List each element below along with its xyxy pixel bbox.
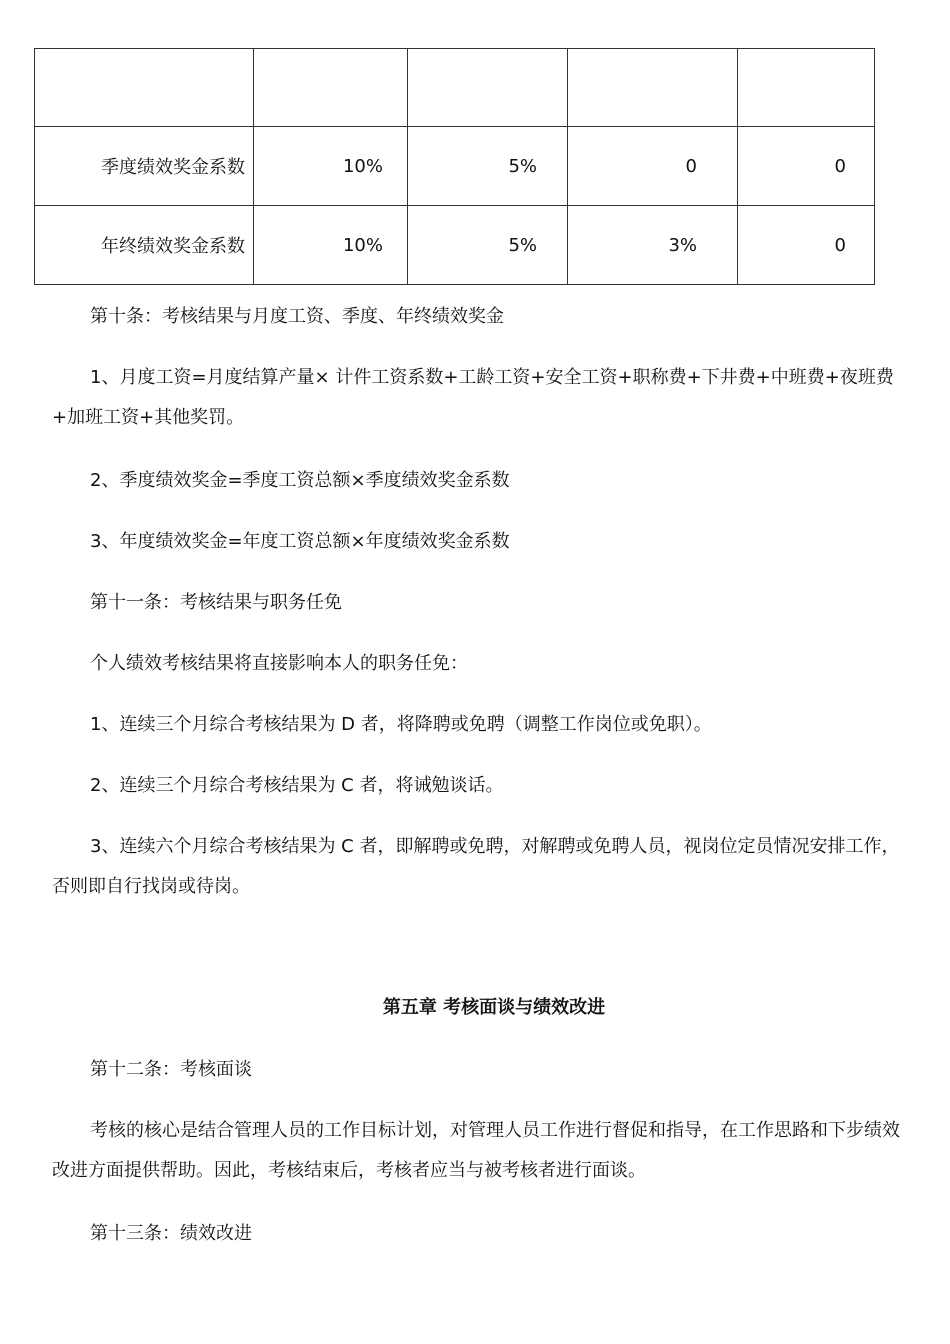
coefficient-table — [34, 48, 875, 285]
table-cell: 0 — [568, 127, 738, 206]
paragraph-interview: 考核的核心是结合管理人员的工作目标计划，对管理人员工作进行督促和指导，在工作思路和下步绩效改进方面提供帮助。因此，考核结束后，考核者应当与被考核者进行面谈。 — [52, 1120, 900, 1181]
row-label-annual: 年终绩效奖金系数 — [35, 206, 254, 285]
table-cell — [408, 49, 568, 127]
row-label-quarterly: 季度绩效奖金系数 — [35, 127, 254, 206]
table-cell: 10% — [254, 206, 408, 285]
table-cell — [738, 49, 875, 127]
table-row — [35, 127, 875, 206]
article-12-heading: 第十二条：考核面谈 — [90, 1059, 252, 1080]
table-cell: 0 — [738, 206, 875, 285]
article-10-heading: 第十条：考核结果与月度工资、季度、年终绩效奖金 — [90, 306, 504, 327]
paragraph-quarterly-bonus: 2、季度绩效奖金=季度工资总额×季度绩效奖金系数 — [90, 470, 510, 491]
table-row — [35, 49, 875, 127]
article-11-heading: 第十一条：考核结果与职务任免 — [90, 592, 342, 613]
chapter-heading: 第五章 考核面谈与绩效改进 — [382, 997, 606, 1018]
table-cell: 10% — [254, 127, 408, 206]
table-cell: 5% — [408, 206, 568, 285]
table-cell: 0 — [738, 127, 875, 206]
table-row — [35, 206, 875, 285]
table-cell — [568, 49, 738, 127]
paragraph-rule-d: 1、连续三个月综合考核结果为 D 者，将降聘或免聘（调整工作岗位或免职）。 — [90, 714, 712, 735]
paragraph-rule-c: 2、连续三个月综合考核结果为 C 者，将诫勉谈话。 — [90, 775, 504, 796]
table-cell: 5% — [408, 127, 568, 206]
paragraph-appointment-intro: 个人绩效考核结果将直接影响本人的职务任免： — [90, 653, 468, 674]
table-cell — [254, 49, 408, 127]
article-13-heading: 第十三条：绩效改进 — [90, 1223, 252, 1244]
table-cell — [35, 49, 254, 127]
paragraph-annual-bonus: 3、年度绩效奖金=年度工资总额×年度绩效奖金系数 — [90, 531, 510, 552]
table-cell: 3% — [568, 206, 738, 285]
paragraph-monthly-wage: 1、月度工资=月度结算产量× 计件工资系数+工龄工资+安全工资+职称费+下井费+中班费+夜班费+加班工资+其他奖罚。 — [52, 367, 894, 428]
paragraph-rule-c-six-months: 3、连续六个月综合考核结果为 C 者，即解聘或免聘，对解聘或免聘人员，视岗位定员情况安排工作，否则即自行找岗或待岗。 — [52, 836, 900, 897]
